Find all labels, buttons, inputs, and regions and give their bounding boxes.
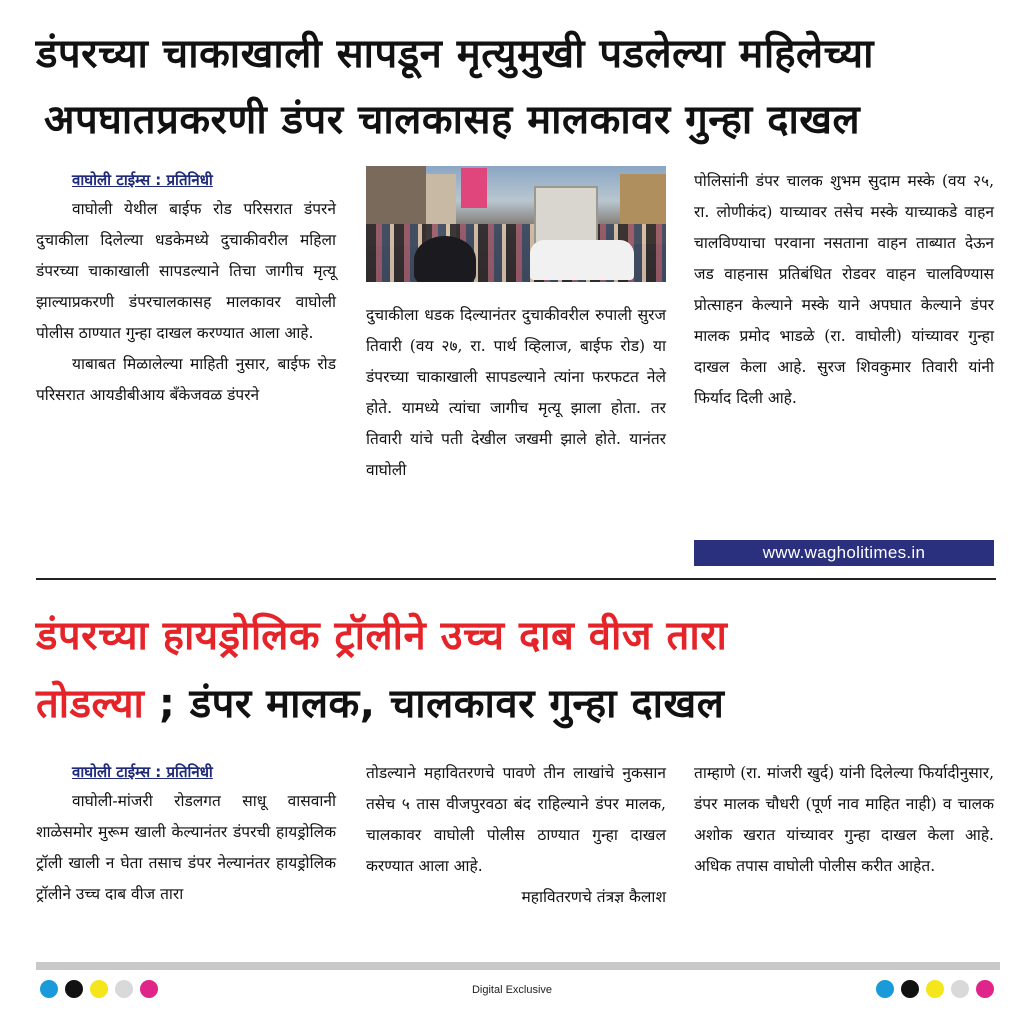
article1-headline-line1: डंपरच्या चाकाखाली सापडून मृत्युमुखी पडलेल्या महिलेच्या (36, 31, 874, 77)
footer-label: Digital Exclusive (471, 984, 553, 996)
article1-byline: वाघोली टाईम्स : प्रतिनिधी (72, 171, 213, 189)
article1-col2-paragraph: दुचाकीला धडक दिल्यानंतर दुचाकीवरील रुपाली सुरज तिवारी (वय २७, रा. पार्थ व्हिलाज, बाईफ रोड) या डंपरच्या चाकाखाली सापडल्याने त्यांना फरफटत नेले होते. यामध्ये त्यांचा जागीच मृत्यू झाला होता. तर तिवारी यांचे पती देखील जखमी झाले होते. यानंतर वाघोली (366, 306, 666, 479)
article2-column1 (36, 758, 336, 910)
cyan-dot-icon (876, 980, 894, 998)
accident-scene-photo (366, 166, 666, 282)
website-url-banner[interactable]: www.wagholitimes.in (694, 540, 994, 566)
article1-col1-paragraph2: याबाबत मिळालेल्या माहिती नुसार, बाईफ रोड परिसरात आयडीबीआय बँकेजवळ डंपरने (36, 355, 336, 404)
article2-col2-paragraph2: महावितरणचे तंत्रज्ञ कैलाश (521, 888, 666, 906)
grey-dot-icon (951, 980, 969, 998)
article2-byline: वाघोली टाईम्स : प्रतिनिधी (72, 763, 213, 781)
article1-col3-paragraph: पोलिसांनी डंपर चालक शुभम सुदाम मस्के (वय २५, रा. लोणीकंद) याच्यावर तसेच मस्के याच्याकडे वाहन चालविण्याचा परवाना नसताना वाहन ताब्यात देऊन जड वाहनास प्रतिबंधित रोडवर वाहन चालविण्यास प्रोत्साहन केल्याने मस्के याने अपघात केल्याने डंपर मालक प्रमोद भाडळे (रा. वाघोली) यांच्यावर गुन्हा दाखल केला आहे. सुरज शिवकुमार तिवारी यांनी फिर्याद दिली आहे. (694, 172, 994, 407)
footer-bar (36, 962, 1000, 970)
article2-col1-paragraph: वाघोली-मांजरी रोडलगत साधू वासवानी शाळेसमोर मुरूम खाली केल्यानंतर डंपरची हायड्रोलिक ट्रॉली खाली न घेता तसाच डंपर नेल्यानंतर हायड्रोलिक ट्रॉलीने उच्च दाब वीज तारा (36, 792, 336, 903)
article1-column1 (36, 166, 336, 411)
article2-column3 (694, 758, 994, 882)
article2-col3-paragraph: ताम्हाणे (रा. मांजरी खुर्द) यांनी दिलेल्या फिर्यादीनुसार, डंपर मालक चौधरी (पूर्ण नाव माहित नाही) व चालक अशोक खरात यांच्यावर गुन्हा दाखल केला आहे. अधिक तपास वाघोली पोलीस करीत आहेत. (694, 764, 994, 875)
article2-col2-paragraph1: तोडल्याने महावितरणचे पावणे तीन लाखांचे नुकसान तसेच ५ तास वीजपुरवठा बंद राहिल्याने डंपर मालक, चालकावर वाघोली पोलीस ठाण्यात गुन्हा दाखल करण्यात आला आहे. (366, 764, 666, 875)
article1-column2 (366, 300, 666, 486)
article1-column3 (694, 166, 994, 414)
yellow-dot-icon (926, 980, 944, 998)
article2-headline-rest: ; डंपर मालक, चालकावर गुन्हा दाखल (144, 681, 725, 727)
article-divider (36, 578, 996, 580)
article2-headline-line2 (36, 672, 996, 736)
article2-headline-red-word: तोडल्या (36, 681, 145, 727)
article1-headline-line2: अपघातप्रकरणी डंपर चालकासह मालकावर गुन्हा दाखल (44, 97, 861, 143)
article2-column2 (366, 758, 666, 913)
article2-headline-line1: डंपरच्या हायड्रोलिक ट्रॉलीने उच्च दाब वीज तारा (36, 613, 728, 659)
magenta-dot-icon (976, 980, 994, 998)
registration-dots-right (876, 980, 994, 998)
black-dot-icon (901, 980, 919, 998)
article1-col1-paragraph1: वाघोली येथील बाईफ रोड परिसरात डंपरने दुचाकीला दिलेल्या धडकेमध्ये दुचाकीवरील महिला डंपरच्या चाकाखाली सापडल्याने तिचा जागीच मृत्यू झाल्याप्रकरणी डंपरचालकासह मालकावर वाघोली पोलीस ठाण्यात गुन्हा दाखल करण्यात आला आहे. (36, 200, 336, 342)
